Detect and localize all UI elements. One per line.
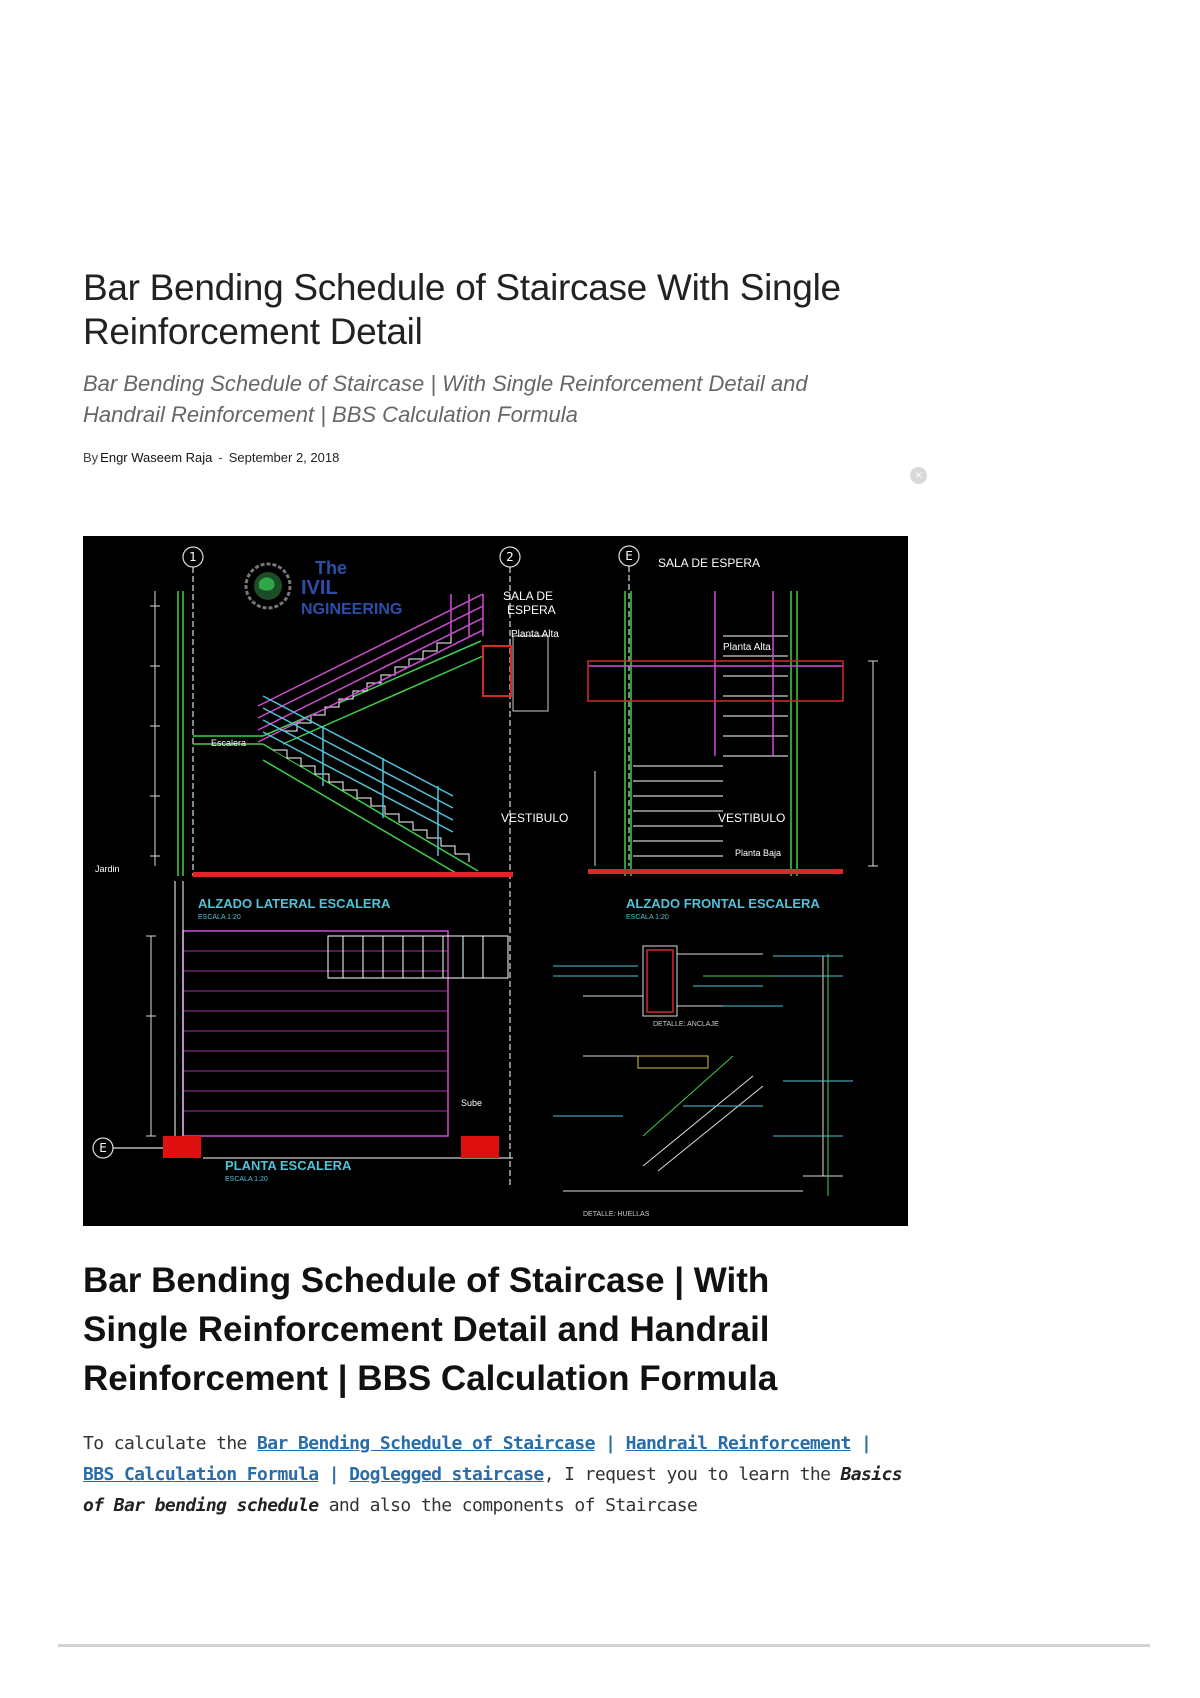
- label-escalera: Escalera: [211, 738, 247, 748]
- section-heading: Bar Bending Schedule of Staircase | With Single Reinforcement Detail and Handrail Reinforcement | BBS Calculation Formula: [83, 1261, 778, 1398]
- label-detalle-huellas: DETALLE: HUELLAS: [583, 1211, 650, 1218]
- link-separator: |: [594, 1433, 626, 1454]
- label-sala-de-espera-2: ESPERA: [507, 603, 556, 617]
- close-icon[interactable]: ×: [910, 467, 927, 484]
- label-alzado-frontal: ALZADO FRONTAL ESCALERA: [626, 896, 820, 911]
- mid-text: , I request you to learn the: [543, 1464, 841, 1485]
- label-planta-alta-right: Planta Alta: [723, 642, 771, 653]
- intro-paragraph: [83, 1428, 903, 1521]
- watermark-text-2: IVIL: [301, 577, 338, 599]
- byline-separator: -: [218, 450, 223, 465]
- link-separator: |: [318, 1464, 350, 1485]
- grid-label-e-top: E: [625, 549, 633, 563]
- label-planta-baja: Planta Baja: [735, 848, 782, 858]
- label-sala-de-espera-right: SALA DE ESPERA: [658, 556, 761, 570]
- label-sala-de-espera-1: SALA DE: [503, 589, 554, 603]
- link-separator: |: [850, 1433, 872, 1454]
- end-text: and also the components of Staircase: [318, 1495, 698, 1516]
- watermark-text-1: The: [315, 558, 348, 578]
- footer-divider: [58, 1644, 1150, 1647]
- label-alzado-lateral-scale: ESCALA 1:20: [198, 914, 241, 921]
- featured-image: [83, 536, 908, 1226]
- grid-label-e-bottom: E: [99, 1141, 107, 1155]
- post-date: September 2, 2018: [228, 450, 340, 465]
- label-jardin: Jardin: [95, 864, 120, 874]
- label-planta-alta-left: Planta Alta: [511, 629, 559, 640]
- intro-text: To calculate the: [83, 1433, 258, 1454]
- label-alzado-frontal-scale: ESCALA 1:20: [626, 914, 669, 921]
- label-planta-escalera-scale: ESCALA 1:20: [225, 1176, 268, 1183]
- watermark-text-3: NGINEERING: [301, 601, 403, 618]
- label-vestibulo-right: VESTIBULO: [718, 811, 786, 825]
- bold-basics-text: Basics of Bar bending schedule: [83, 1464, 902, 1516]
- label-sube: Sube: [461, 1098, 483, 1108]
- author-link[interactable]: Engr Waseem Raja: [100, 450, 213, 465]
- label-detalle-anclaje: DETALLE: ANCLAJE: [653, 1021, 719, 1028]
- grid-label-1: 1: [189, 550, 197, 564]
- link-handrail-reinforcement[interactable]: Handrail Reinforcement: [625, 1433, 851, 1454]
- label-alzado-lateral: ALZADO LATERAL ESCALERA: [198, 896, 391, 911]
- link-bbs-calculation-formula[interactable]: BBS Calculation Formula: [83, 1464, 319, 1485]
- staircase-cad-drawing: [83, 536, 908, 1226]
- byline: [83, 450, 943, 465]
- link-bar-bending-schedule-of-staircase[interactable]: Bar Bending Schedule of Staircase: [257, 1433, 595, 1454]
- label-planta-escalera: PLANTA ESCALERA: [225, 1158, 352, 1173]
- post-title: Bar Bending Schedule of Staircase With Single Reinforcement Detail: [83, 267, 841, 352]
- article-header: [83, 266, 943, 465]
- byline-by: By: [83, 450, 99, 465]
- label-vestibulo-left: VESTIBULO: [501, 811, 569, 825]
- link-doglegged-staircase[interactable]: Doglegged staircase: [349, 1464, 544, 1485]
- grid-label-2: 2: [506, 550, 514, 564]
- post-subtitle: Bar Bending Schedule of Staircase | With Single Reinforcement Detail and Handrail Reinforcement | BBS Calculation Formula: [83, 371, 808, 427]
